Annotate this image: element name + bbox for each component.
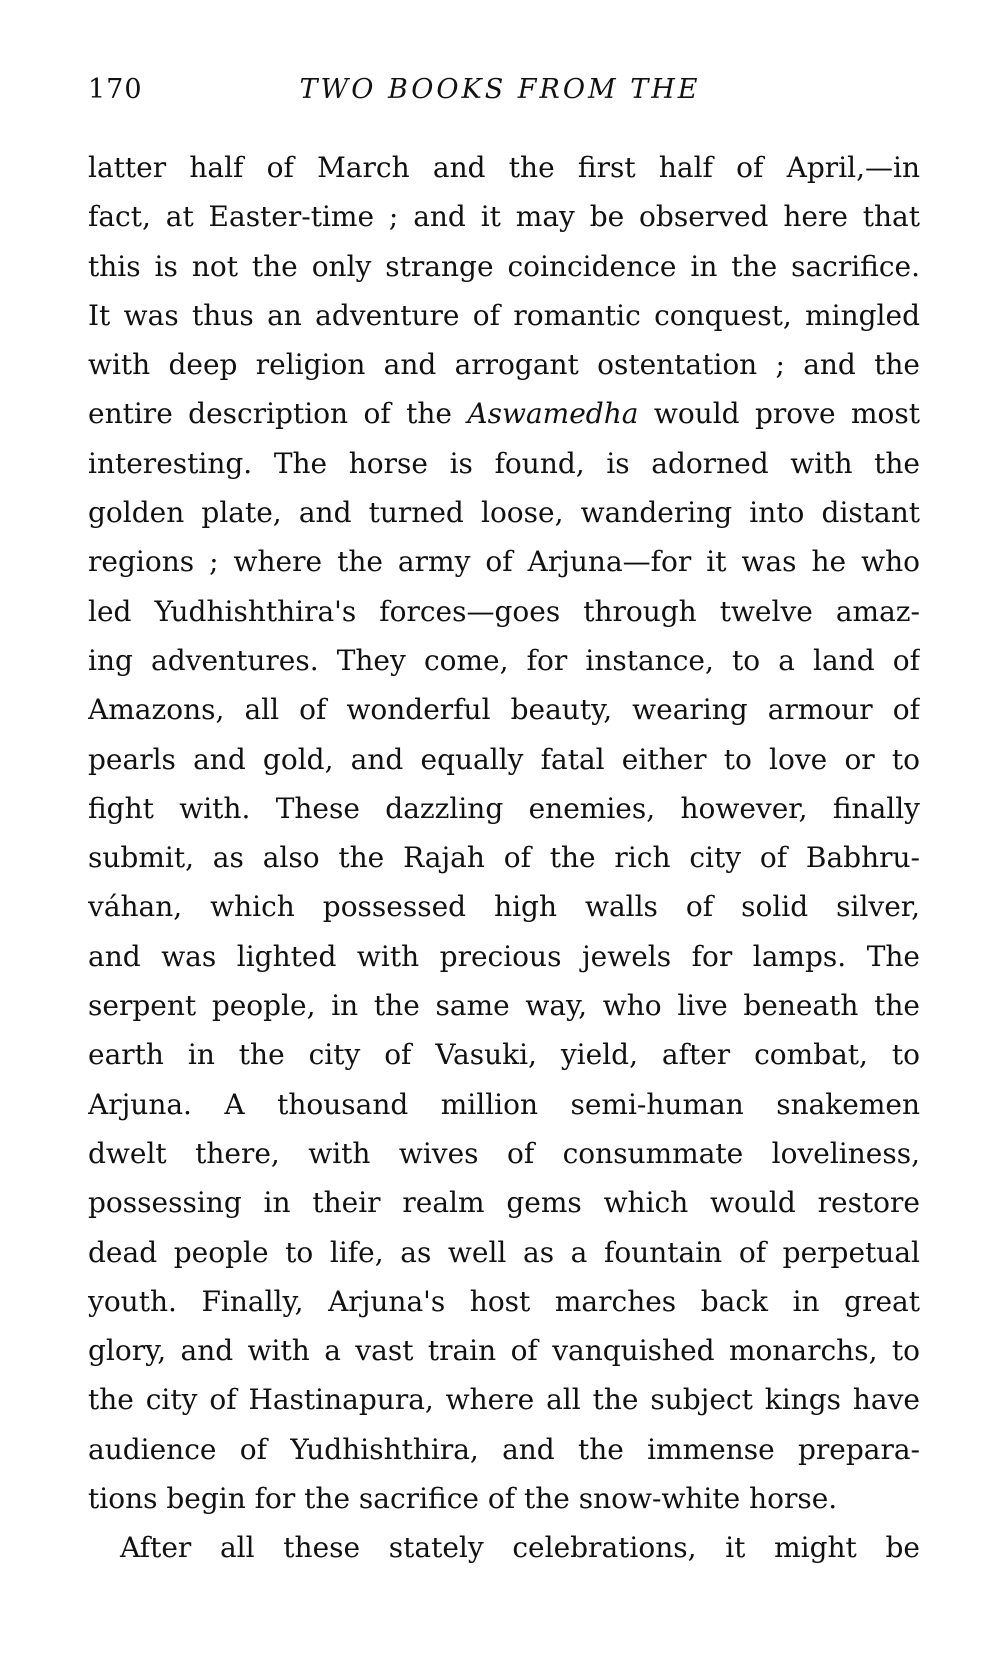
text-line: submit, as also the Rajah of the rich city of Babhru- — [88, 841, 920, 875]
text-line: It was thus an adventure of romantic conquest, mingled — [88, 298, 920, 332]
text-line: golden plate, and turned loose, wandering into distant — [88, 496, 920, 530]
text-line: latter half of March and the first half of April,—in — [88, 151, 920, 184]
text-line: fight with. These dazzling enemies, however, finally — [88, 791, 920, 825]
text-fragment: entire description of the — [88, 397, 468, 431]
text-line: dead people to life, as well as a fountain of perpetual — [88, 1235, 920, 1269]
text-line: the city of Hastinapura, where all the subject kings have — [88, 1383, 920, 1417]
text-line: dwelt there, with wives of consummate loveliness, — [88, 1136, 920, 1170]
text-line: Amazons, all of wonderful beauty, wearing armour of — [88, 693, 920, 727]
text-line: glory, and with a vast train of vanquished monarchs, to — [88, 1334, 920, 1368]
text-fragment: would prove most — [638, 397, 920, 431]
text-line: possessing in their realm gems which would restore — [88, 1186, 920, 1220]
text-line: interesting. The horse is found, is adorned with the — [88, 446, 920, 480]
text-line: Arjuna. A thousand million semi-human snakemen — [88, 1087, 920, 1121]
text-line: regions ; where the army of Arjuna—for it was he who — [88, 545, 920, 579]
text-line: this is not the only strange coincidence in the sacrifice. — [88, 249, 920, 283]
text-line: and was lighted with precious jewels for lamps. The — [88, 939, 920, 973]
page-number: 170 — [88, 74, 143, 105]
text-line: youth. Finally, Arjuna's host marches back in great — [88, 1284, 920, 1318]
page-header — [80, 68, 920, 108]
text-line: pearls and gold, and equally fatal either to love or to — [88, 742, 920, 776]
paragraph-end-line: tions begin for the sacrifice of the snow-white horse. — [88, 1482, 838, 1516]
text-line: serpent people, in the same way, who live beneath the — [88, 989, 920, 1023]
text-line: led Yudhishthira's forces—goes through twelve amaz- — [88, 594, 920, 628]
paragraph-start-line: After all these stately celebrations, it might be — [120, 1531, 920, 1565]
text-line: fact, at Easter-time ; and it may be observed here that — [88, 200, 920, 234]
italic-term: Aswamedha — [467, 397, 639, 431]
running-title: TWO BOOKS FROM THE — [299, 74, 701, 105]
text-line-with-italic — [88, 389, 920, 438]
text-line: ing adventures. They come, for instance, to a land of — [88, 643, 920, 677]
body-text — [88, 143, 920, 1573]
text-line: earth in the city of Vasuki, yield, after combat, to — [88, 1038, 920, 1072]
text-line: váhan, which possessed high walls of solid silver, — [88, 890, 920, 924]
text-line: audience of Yudhishthira, and the immense prepara- — [88, 1432, 920, 1466]
text-line: with deep religion and arrogant ostentation ; and the — [88, 348, 920, 382]
